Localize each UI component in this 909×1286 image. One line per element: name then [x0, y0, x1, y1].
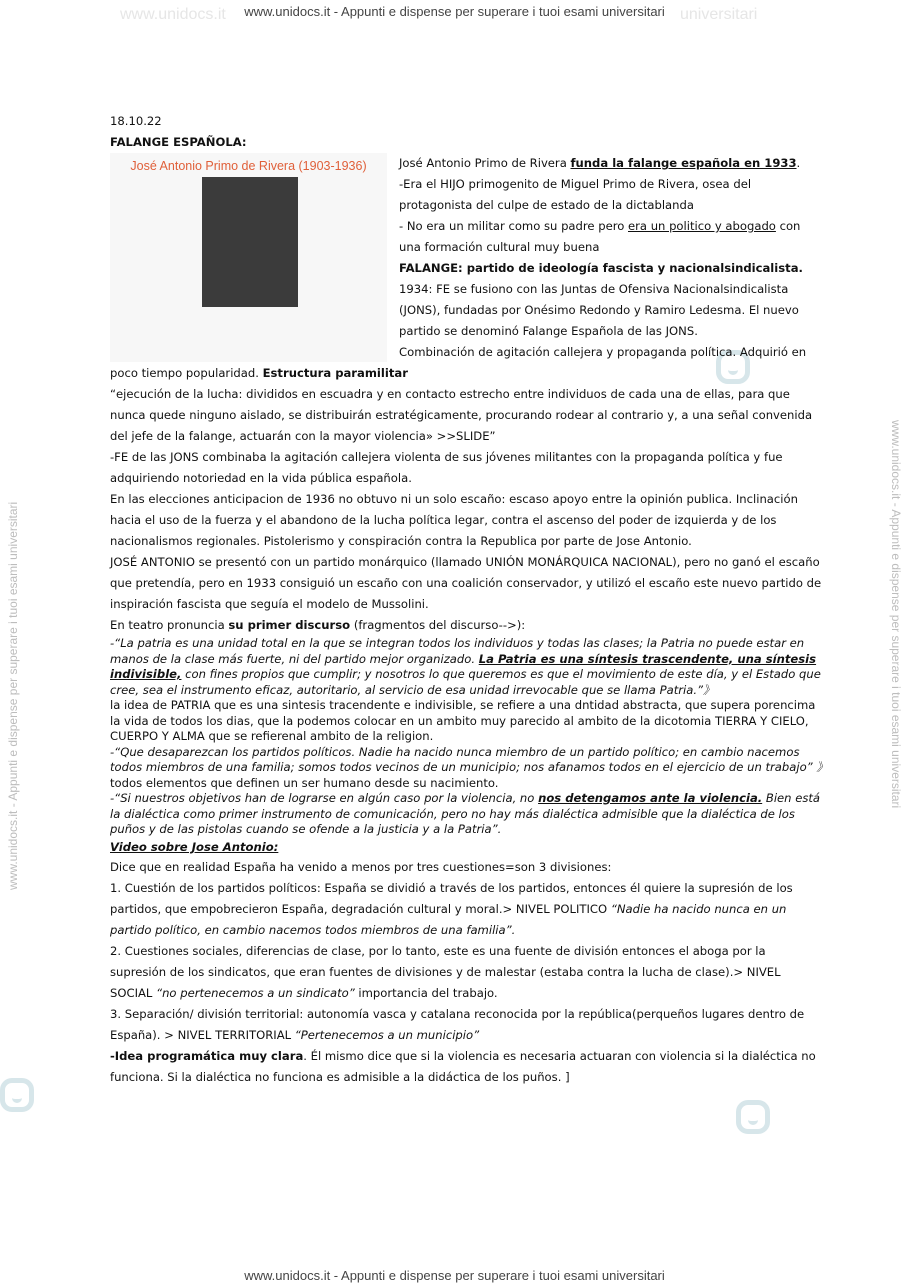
quote-violence: -“Si nuestros objetivos han de lograrse en algún caso por la violencia, no nos detengamos ante la violencia. Bien está la dialéctica como primer instrumento de comunicación, pero no hay más dialéctica admisible que la dialéctica de los puños y de las pistolas cuando se ofende a la justicia y a la Patria”. [110, 791, 821, 836]
image-caption: José Antonio Primo de Rivera (1903-1936) [130, 159, 367, 173]
quote-patria: -“La patria es una unidad total en la que se integran todos los individuos y todas las clases; la Patria no puede estar en manos de la clase más fuerte, ni del partido mejor organizado. La Patria es una síntesis trascendente, una síntesis indivisible, con fines propios que cumplir; y nosotros lo que queremos es que el movimiento de este día, y el Estado que cree, sea el instrumento eficaz, autoritario, al servicio de esa unidad irrevocable que se llama Patria.”》 [110, 636, 821, 697]
para-ideology: FALANGE: partido de ideología fascista y nacionalsindicalista. [399, 261, 803, 275]
video-point-2: 2. Cuestiones sociales, diferencias de clase, por lo tanto, este es una fuente de división entonces el aboga por la supresión de los sindicatos, que eran fuentes de divisiones y de malestar (estaba contra la lucha de clase).> NIVEL SOCIAL “no pertenecemos a un sindicato” importancia del trabajo. [110, 943, 781, 1000]
para-founding: José Antonio Primo de Rivera funda la falange española en 1933. [399, 156, 801, 170]
para-jose-antonio: JOSÉ ANTONIO se presentó con un partido monárquico (llamado UNIÓN MONÁRQUICA NACIONAL), pero no ganó el escaño que pretendía, pero en 1933 consiguió un escaño con una coalición conservador, y utilizó el escaño este nuevo partido de inspiración fascista que seguía el modelo de Mussolini. [110, 555, 822, 611]
para-agitation: Combinación de agitación callejera y propaganda política. Adquirió en poco tiempo popularidad. Estructura paramilitar [110, 345, 807, 380]
video-intro: Dice que en realidad España ha venido a menos por tres cuestiones=son 3 divisiones: [110, 859, 612, 874]
video-heading: Video sobre Jose Antonio: [110, 839, 279, 854]
side-watermark-right: www.unidocs.it - Appunti e dispense per superare i tuoi esami universitari [889, 420, 903, 809]
para-jons: -FE de las JONS combinaba la agitación callejera violenta de sus jóvenes militantes con la propaganda política y fue adquiriendo notoriedad en la vida pública española. [110, 450, 783, 485]
watermark-faint-right: universitari [680, 6, 758, 23]
para-son: -Era el HIJO primogenito de Miguel Primo de Rivera, osea del protagonista del culpe de estado de la dictablanda [399, 177, 752, 212]
page-title: FALANGE ESPAÑOLA: [110, 135, 247, 149]
para-speech: En teatro pronuncia su primer discurso (fragmentos del discurso-->): [110, 618, 526, 632]
watermark-faint-left: www.unidocs.it [120, 6, 226, 23]
unidocs-logo-icon [736, 1100, 770, 1134]
para-elections: En las elecciones anticipacion de 1936 no obtuvo ni un solo escaño: escaso apoyo entre la opinión publica. Inclinación hacia el uso de la fuerza y el abandono de la lucha política legar, contra el ascenso del poder de izquierda y de los nacionalismos regionales. Pistolerismo y conspiración contra la Republica por parte de Jose Antonio. [110, 492, 798, 548]
date: 18.10.22 [110, 114, 162, 128]
page-header: www.unidocs.it - Appunti e dispense per superare i tuoi esami universitari [244, 4, 665, 19]
quote-parties: -“Que desaparezcan los partidos políticos. Nadie ha nacido nunca miembro de un partido político; en cambio nacemos todos miembros de una familia; somos todos vecinos de un municipio; nos afanamos todos en el ejercicio de un trabajo” 》todos elementos que definen un ser humano desde su nacimiento. [110, 744, 828, 790]
portrait-image [110, 153, 387, 362]
video-point-3: 3. Separación/ división territorial: autonomía vasca y catalana reconocida por la república(perqueños lugares dentro de España). > NIVEL TERRITORIAL “Pertenecemos a un municipio” [110, 1006, 805, 1042]
page-footer: www.unidocs.it - Appunti e dispense per superare i tuoi esami universitari [244, 1268, 665, 1283]
portrait-photo [202, 177, 298, 307]
side-watermark-left: www.unidocs.it - Appunti e dispense per superare i tuoi esami universitari [6, 501, 20, 890]
para-patria-idea: la idea de PATRIA que es una sintesis tracendente e indivisible, se refiere a una dntidad abstracta, que supera porencima la vida de todos los dias, que la podemos colocar en un ambito muy parecido al ambito de la dicotomia TIERRA Y CIELO, CUERPO Y ALMA que se refierenal ambito de la religion. [110, 698, 816, 743]
video-conclusion: -Idea programática muy clara. Él mismo dice que si la violencia es necesaria actuaran con violencia si la dialéctica no funciona. Si la dialéctica no funciona es admisible a la didáctica de los puños. ] [110, 1048, 816, 1084]
para-quote-struggle: “ejecución de la lucha: divididos en escuadra y en contacto estrecho entre individuos de cada una de ellas, para que nunca quede ninguno aislado, se distribuirán estratégicamente, procurando rodear al contrario y, a una señal convenida del jefe de la falange, actuarán con la mayor violencia» >>SLIDE” [110, 387, 813, 443]
para-1934: 1934: FE se fusiono con las Juntas de Ofensiva Nacionalsindicalista (JONS), fundadas por Onésimo Redondo y Ramiro Ledesma. El nuevo partido se denominó Falange Española de las JONS. [399, 282, 799, 338]
para-politician: - No era un militar como su padre pero era un politico y abogado con una formación cultural muy buena [399, 219, 801, 254]
video-point-1: 1. Cuestión de los partidos políticos: España se dividió a través de los partidos, entonces él quiere la supresión de los partidos, que empobrecieron España, degradación cultural y moral.> NIVEL POLITICO “Nadie ha nacido nunca en un partido político, en cambio nacemos todos miembros de una familia”. [110, 880, 793, 937]
unidocs-logo-icon [0, 1078, 34, 1112]
document-body [110, 111, 828, 1088]
